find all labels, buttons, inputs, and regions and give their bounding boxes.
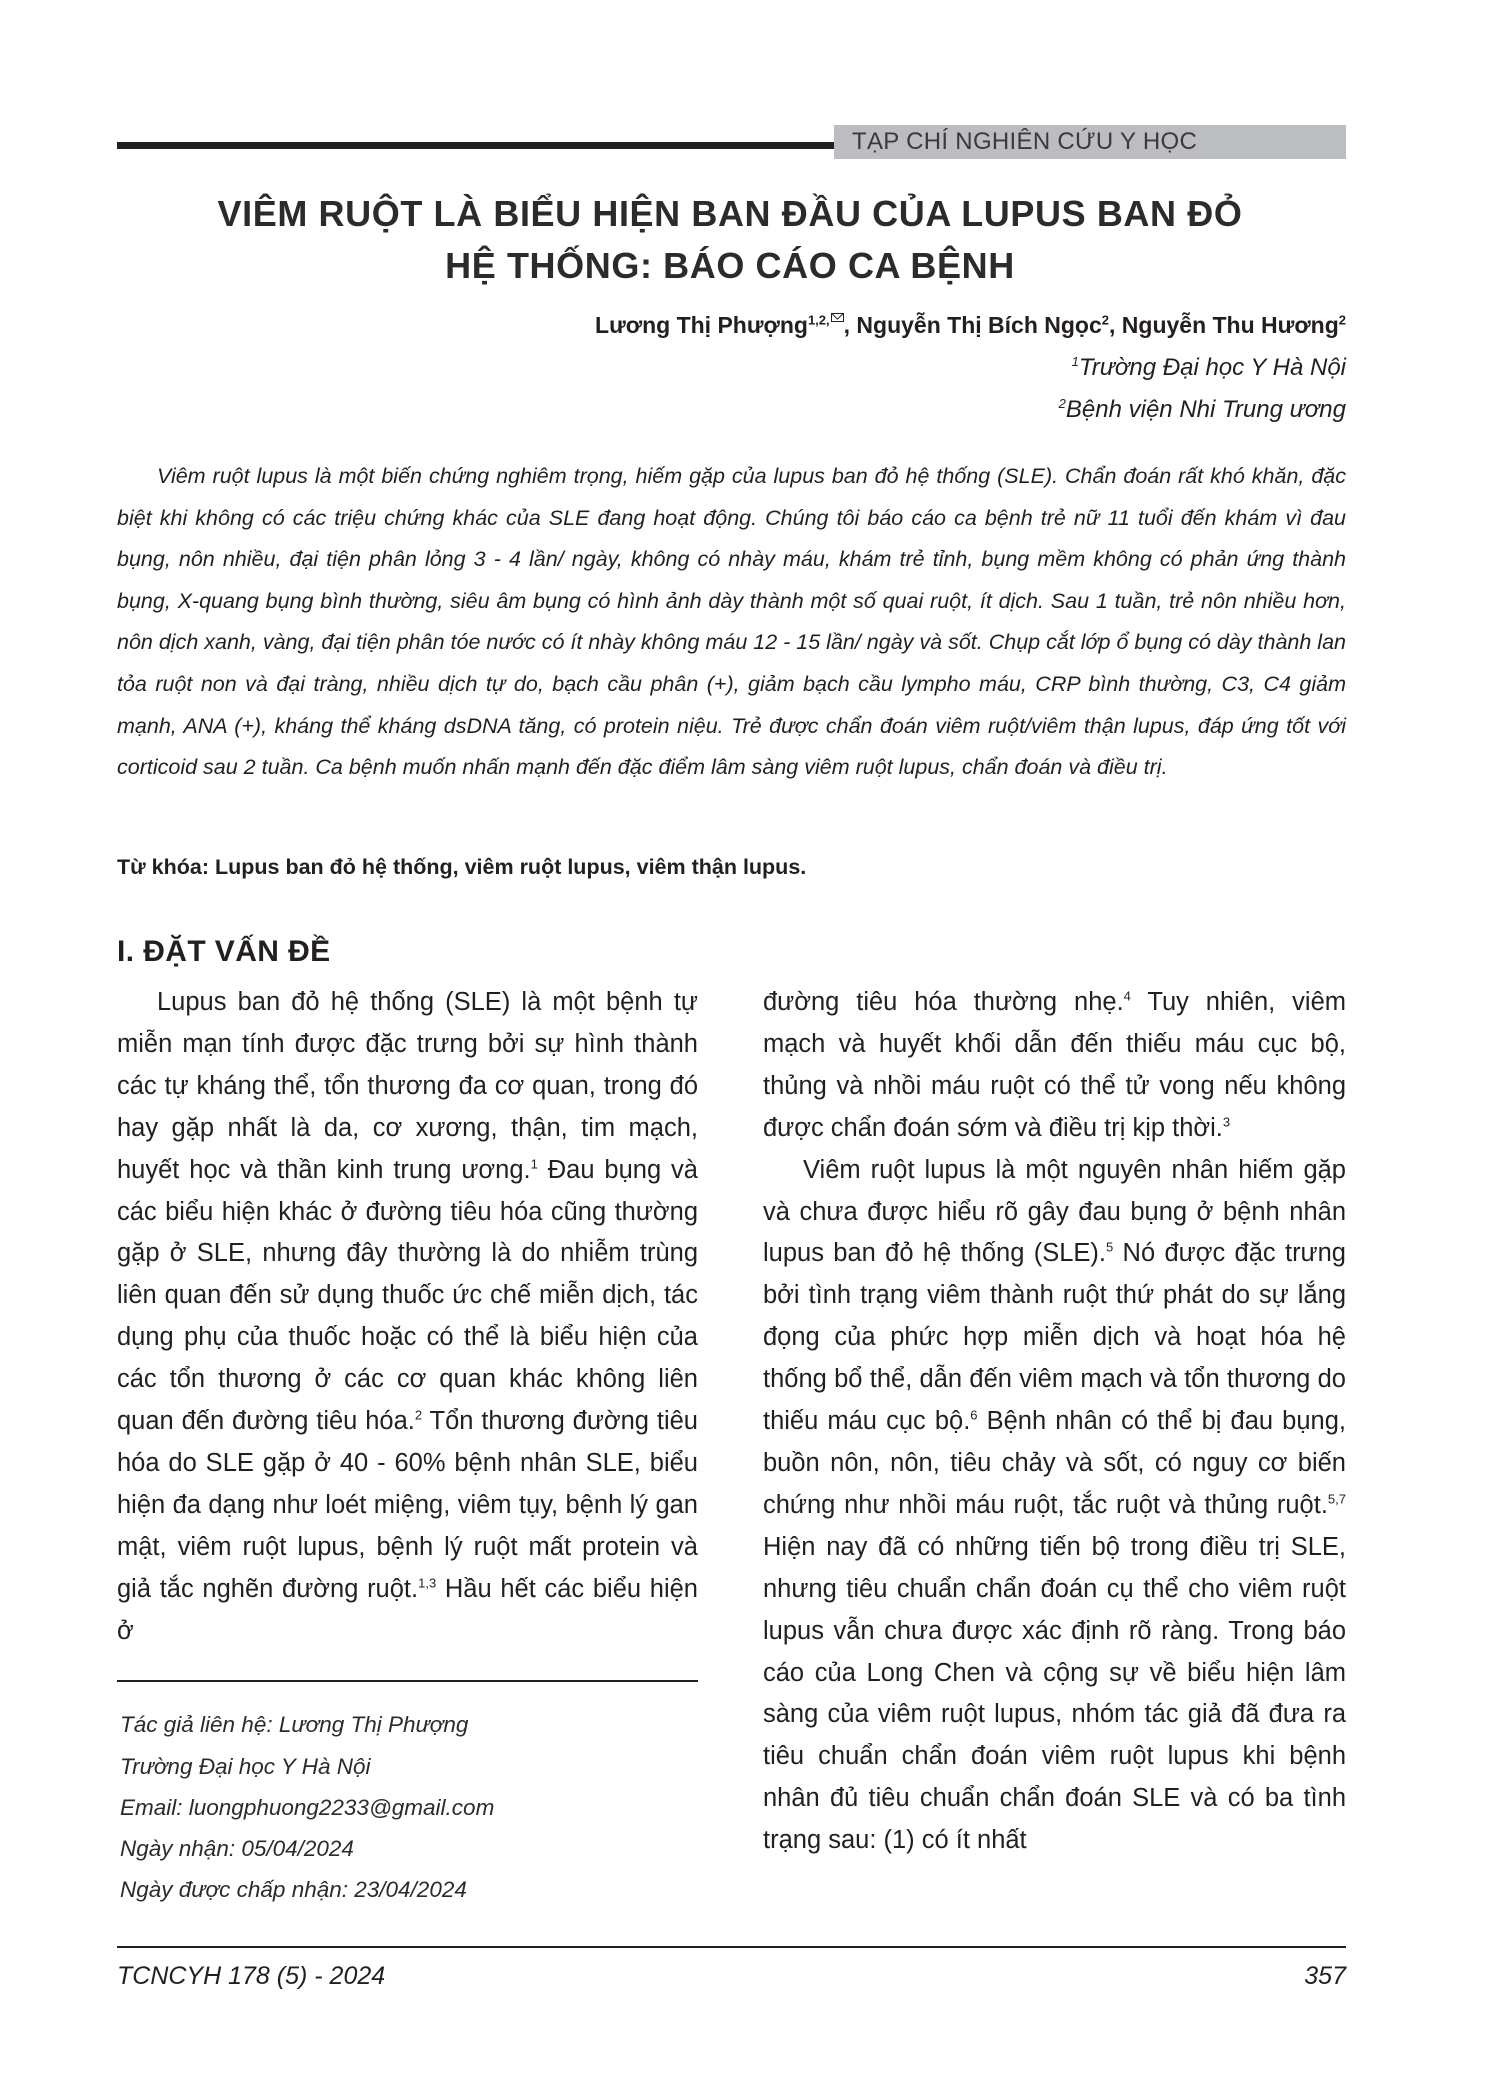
citation: 4 — [1123, 988, 1131, 1004]
author-name: Nguyễn Thu Hương — [1121, 312, 1339, 338]
footer-rule — [117, 1946, 1346, 1948]
paragraph: Viêm ruột lupus là một nguyên nhân hiếm gặp và chưa được hiểu rõ gây đau bụng ở bệnh nhân lupus ban đỏ hệ thống (SLE).$^5$ Nó được đặc trưng bởi tình trạng viêm thành ruột thứ phát do sự lắng đọng của phức hợp miễn dịch và hoạt hóa hệ thống bổ thể, dẫn đến viêm mạch và tổn thương do thiếu máu cục bộ.$^6$ Bệnh nhân có thể bị đau bụng, buồn nôn, nôn, tiêu chảy và sốt, có nguy cơ biến chứng như nhồi máu ruột, tắc ruột và thủng ruột.$^{5,7}$ Hiện nay đã có những tiến bộ trong điều trị SLE, nhưng tiêu chuẩn chẩn đoán cụ thể cho viêm ruột lupus vẫn chưa được xác định rõ ràng. Trong báo cáo của Long Chen và cộng sự về biểu hiện lâm sàng của viêm ruột lupus, nhóm tác giả đã đưa ra tiêu chuẩn chẩn đoán viêm ruột lupus khi bệnh nhân đủ tiêu chuẩn chẩn đoán SLE và có ba tình trạng sau: (1) có ít nhất — [763, 1155, 1346, 1855]
footnote-contact: Tác giả liên hệ: Lương Thị Phượng — [120, 1712, 469, 1737]
author-separator: , — [843, 312, 857, 338]
footer-citation: TCNCYH 178 (5) - 2024 — [117, 1962, 386, 1990]
envelope-icon — [831, 313, 844, 322]
paragraph: Lupus ban đỏ hệ thống (SLE) là một bệnh tự miễn mạn tính được đặc trưng bởi sự hình thành các tự kháng thể, tổn thương đa cơ quan, trong đó hay gặp nhất là da, cơ xương, thận, tim mạch, huyết học và thần kinh trung ương.$^1$ Đau bụng và các biểu hiện khác ở đường tiêu hóa cũng thường gặp ở SLE, nhưng đây thường là do nhiễm trùng liên quan đến sử dụng thuốc ức chế miễn dịch, tác dụng phụ của thuốc hoặc có thể là biểu hiện của các tổn thương ở các cơ quan khác không liên quan đến đường tiêu hóa.$^2$ Tổn thương đường tiêu hóa do SLE gặp ở 40 - 60% bệnh nhân SLE, biểu hiện đa dạng như loét miệng, viêm tụy, bệnh lý gan mật, viêm ruột lupus, bệnh lý ruột mất protein và giả tắc nghẽn đường ruột.$^{1,3}$ Hầu hết các biểu hiện ở — [117, 988, 698, 1645]
footnote-rule — [117, 1680, 698, 1682]
citation: 3 — [1222, 1114, 1231, 1130]
footnote-accepted: Ngày được chấp nhận: 23/04/2024 — [120, 1877, 467, 1902]
footnote-institution: Trường Đại học Y Hà Nội — [120, 1754, 371, 1779]
author-separator: , — [1109, 312, 1122, 338]
author-list — [595, 312, 1346, 339]
footnote-received: Ngày nhận: 05/04/2024 — [120, 1836, 354, 1861]
citation: 1,3 — [418, 1575, 437, 1591]
footnote-email: Email: luongphuong2233@gmail.com — [120, 1795, 495, 1820]
affiliation-2: $^2$Bệnh viện Nhi Trung ương — [1058, 396, 1346, 423]
journal-header: TẠP CHÍ NGHIÊN CỨU Y HỌC — [834, 125, 1346, 159]
body-column-right — [763, 982, 1346, 1862]
citation: 6 — [970, 1407, 978, 1423]
citation: 2 — [414, 1407, 423, 1423]
author-superscript: 2 — [1101, 312, 1109, 328]
header-rule — [117, 142, 834, 149]
body-column-left — [117, 982, 698, 1653]
title-line-1: VIÊM RUỘT LÀ BIỂU HIỆN BAN ĐẦU CỦA LUPUS BAN ĐỎ — [217, 193, 1243, 234]
abstract: Viêm ruột lupus là một biến chứng nghiêm trọng, hiếm gặp của lupus ban đỏ hệ thống (SLE). Chẩn đoán rất khó khăn, đặc biệt khi không có các triệu chứng khác của SLE đang hoạt động. Chúng tôi báo cáo ca bệnh trẻ nữ 11 tuổi đến khám vì đau bụng, nôn nhiều, đại tiện phân lỏng 3 - 4 lần/ ngày, không có nhày máu, khám trẻ tỉnh, bụng mềm không có phản ứng thành bụng, X-quang bụng bình thường, siêu âm bụng có hình ảnh dày thành một số quai ruột, ít dịch. Sau 1 tuần, trẻ nôn nhiều hơn, nôn dịch xanh, vàng, đại tiện phân tóe nước có ít nhày không máu 12 - 15 lần/ ngày và sốt. Chụp cắt lớp ổ bụng có dày thành lan tỏa ruột non và đại tràng, nhiều dịch tự do, bạch cầu phân (+), giảm bạch cầu lympho máu, CRP bình thường, C3, C4 giảm mạnh, ANA (+), kháng thể kháng dsDNA tăng, có protein niệu. Trẻ được chẩn đoán viêm ruột/viêm thận lupus, đáp ứng tốt với corticoid sau 2 tuần. Ca bệnh muốn nhấn mạnh đến đặc điểm lâm sàng viêm ruột lupus, chẩn đoán và điều trị. — [117, 464, 1346, 780]
affiliation-1: $^1$Trường Đại học Y Hà Nội — [1071, 354, 1346, 381]
citation: 1 — [530, 1156, 538, 1172]
author-superscript: 1,2, — [807, 312, 830, 328]
citation: 5 — [1105, 1239, 1114, 1255]
keywords: Từ khóa: Lupus ban đỏ hệ thống, viêm ruột lupus, viêm thận lupus. — [117, 855, 807, 879]
page-number: 357 — [1304, 1962, 1346, 1990]
citation: 5,7 — [1327, 1491, 1346, 1507]
author-superscript: 2 — [1338, 312, 1346, 328]
title-line-2: HỆ THỐNG: BÁO CÁO CA BỆNH — [445, 245, 1015, 286]
article-title — [140, 188, 1320, 292]
section-heading: I. ĐẶT VẤN ĐỀ — [117, 935, 331, 968]
author-name: Nguyễn Thị Bích Ngọc — [856, 312, 1102, 338]
author-name: Lương Thị Phượng — [595, 312, 808, 338]
paragraph: đường tiêu hóa thường nhẹ.$^4$ Tuy nhiên, viêm mạch và huyết khối dẫn đến thiếu máu cục bộ, thủng và nhồi máu ruột có thể tử vong nếu không được chẩn đoán sớm và điều trị kịp thời.$^3$ — [763, 988, 1347, 1142]
